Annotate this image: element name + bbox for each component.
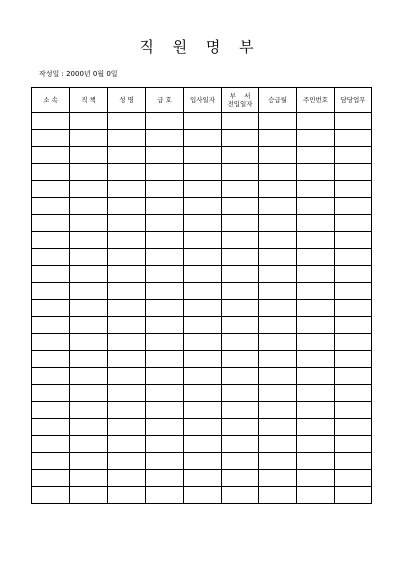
empty-cell[interactable] (184, 266, 222, 283)
table-row (32, 334, 372, 351)
empty-cell[interactable] (70, 436, 108, 453)
empty-cell[interactable] (184, 215, 222, 232)
empty-cell[interactable] (146, 300, 184, 317)
empty-cell[interactable] (222, 351, 259, 368)
column-header-promotion-month: 승급월 (259, 88, 297, 113)
empty-cell[interactable] (259, 113, 297, 130)
empty-cell[interactable] (32, 453, 70, 470)
table-row (32, 130, 372, 147)
column-header-name: 성 명 (108, 88, 146, 113)
empty-cell[interactable] (297, 402, 335, 419)
empty-cell[interactable] (146, 334, 184, 351)
empty-cell[interactable] (70, 453, 108, 470)
empty-cell[interactable] (108, 317, 146, 334)
empty-cell[interactable] (184, 470, 222, 487)
empty-cell[interactable] (222, 317, 259, 334)
empty-cell[interactable] (335, 385, 372, 402)
empty-cell[interactable] (222, 198, 259, 215)
empty-cell[interactable] (184, 453, 222, 470)
empty-cell[interactable] (222, 470, 259, 487)
empty-cell[interactable] (297, 113, 335, 130)
empty-cell[interactable] (70, 402, 108, 419)
empty-cell[interactable] (146, 164, 184, 181)
empty-cell[interactable] (259, 130, 297, 147)
empty-cell[interactable] (108, 402, 146, 419)
empty-cell[interactable] (335, 113, 372, 130)
empty-cell[interactable] (335, 198, 372, 215)
empty-cell[interactable] (70, 300, 108, 317)
empty-cell[interactable] (32, 283, 70, 300)
empty-cell[interactable] (259, 317, 297, 334)
empty-cell[interactable] (146, 453, 184, 470)
empty-cell[interactable] (297, 436, 335, 453)
empty-cell[interactable] (108, 385, 146, 402)
empty-cell[interactable] (70, 147, 108, 164)
empty-cell[interactable] (259, 215, 297, 232)
empty-cell[interactable] (146, 283, 184, 300)
empty-cell[interactable] (222, 232, 259, 249)
empty-cell[interactable] (32, 198, 70, 215)
empty-cell[interactable] (222, 130, 259, 147)
empty-cell[interactable] (146, 436, 184, 453)
empty-cell[interactable] (335, 283, 372, 300)
empty-cell[interactable] (70, 283, 108, 300)
empty-cell[interactable] (222, 436, 259, 453)
empty-cell[interactable] (70, 351, 108, 368)
table-row (32, 249, 372, 266)
empty-cell[interactable] (146, 232, 184, 249)
empty-cell[interactable] (297, 487, 335, 504)
empty-cell[interactable] (32, 487, 70, 504)
empty-cell[interactable] (297, 334, 335, 351)
empty-cell[interactable] (297, 351, 335, 368)
empty-cell[interactable] (335, 232, 372, 249)
empty-cell[interactable] (184, 164, 222, 181)
empty-cell[interactable] (184, 436, 222, 453)
empty-cell[interactable] (335, 300, 372, 317)
table-row (32, 147, 372, 164)
empty-cell[interactable] (32, 249, 70, 266)
empty-cell[interactable] (146, 147, 184, 164)
empty-cell[interactable] (222, 368, 259, 385)
empty-cell[interactable] (297, 317, 335, 334)
empty-cell[interactable] (70, 249, 108, 266)
empty-cell[interactable] (146, 419, 184, 436)
empty-cell[interactable] (259, 164, 297, 181)
empty-cell[interactable] (335, 334, 372, 351)
empty-cell[interactable] (32, 164, 70, 181)
empty-cell[interactable] (259, 334, 297, 351)
empty-cell[interactable] (259, 300, 297, 317)
table-row (32, 283, 372, 300)
empty-cell[interactable] (108, 164, 146, 181)
empty-cell[interactable] (184, 249, 222, 266)
empty-cell[interactable] (259, 385, 297, 402)
column-header-duties: 담당업무 (335, 88, 372, 113)
empty-cell[interactable] (335, 368, 372, 385)
empty-cell[interactable] (297, 198, 335, 215)
table-row (32, 215, 372, 232)
empty-cell[interactable] (297, 385, 335, 402)
column-header-position: 직 책 (70, 88, 108, 113)
empty-cell[interactable] (32, 419, 70, 436)
empty-cell[interactable] (108, 419, 146, 436)
empty-cell[interactable] (70, 487, 108, 504)
empty-cell[interactable] (297, 419, 335, 436)
empty-cell[interactable] (297, 164, 335, 181)
empty-cell[interactable] (335, 402, 372, 419)
empty-cell[interactable] (297, 181, 335, 198)
empty-cell[interactable] (297, 130, 335, 147)
creation-date: 작성일 : 2000년 0월 0일 (39, 70, 118, 78)
empty-cell[interactable] (297, 453, 335, 470)
empty-cell[interactable] (108, 198, 146, 215)
empty-cell[interactable] (335, 164, 372, 181)
empty-cell[interactable] (259, 470, 297, 487)
empty-cell[interactable] (32, 147, 70, 164)
table-row (32, 300, 372, 317)
empty-cell[interactable] (70, 215, 108, 232)
column-header-hire-date: 입사일자 (184, 88, 222, 113)
empty-cell[interactable] (222, 113, 259, 130)
empty-cell[interactable] (297, 283, 335, 300)
empty-cell[interactable] (259, 249, 297, 266)
table-row (32, 368, 372, 385)
empty-cell[interactable] (108, 215, 146, 232)
empty-cell[interactable] (222, 419, 259, 436)
empty-cell[interactable] (222, 402, 259, 419)
empty-cell[interactable] (108, 436, 146, 453)
empty-cell[interactable] (70, 181, 108, 198)
empty-cell[interactable] (184, 402, 222, 419)
empty-cell[interactable] (32, 215, 70, 232)
empty-cell[interactable] (32, 113, 70, 130)
empty-cell[interactable] (259, 436, 297, 453)
empty-cell[interactable] (335, 487, 372, 504)
empty-cell[interactable] (146, 402, 184, 419)
empty-cell[interactable] (146, 198, 184, 215)
empty-cell[interactable] (146, 470, 184, 487)
empty-cell[interactable] (146, 266, 184, 283)
empty-cell[interactable] (32, 181, 70, 198)
empty-cell[interactable] (297, 147, 335, 164)
empty-cell[interactable] (184, 487, 222, 504)
empty-cell[interactable] (32, 436, 70, 453)
empty-cell[interactable] (70, 334, 108, 351)
empty-cell[interactable] (184, 385, 222, 402)
empty-cell[interactable] (222, 215, 259, 232)
empty-cell[interactable] (222, 147, 259, 164)
empty-cell[interactable] (259, 368, 297, 385)
empty-cell[interactable] (32, 470, 70, 487)
empty-cell[interactable] (184, 419, 222, 436)
empty-cell[interactable] (108, 266, 146, 283)
empty-cell[interactable] (108, 113, 146, 130)
table-row (32, 113, 372, 130)
empty-cell[interactable] (222, 249, 259, 266)
table-row (32, 453, 372, 470)
table-row (32, 419, 372, 436)
empty-cell[interactable] (222, 385, 259, 402)
empty-cell[interactable] (184, 283, 222, 300)
empty-cell[interactable] (108, 181, 146, 198)
table-row (32, 317, 372, 334)
empty-cell[interactable] (108, 351, 146, 368)
table-row (32, 266, 372, 283)
empty-cell[interactable] (184, 351, 222, 368)
table-row (32, 402, 372, 419)
empty-cell[interactable] (297, 215, 335, 232)
document-title: 직 원 명 부 (139, 38, 261, 56)
empty-cell[interactable] (335, 266, 372, 283)
empty-cell[interactable] (222, 283, 259, 300)
empty-cell[interactable] (184, 232, 222, 249)
table-row (32, 164, 372, 181)
empty-cell[interactable] (297, 232, 335, 249)
empty-cell[interactable] (70, 419, 108, 436)
column-header-dept-transfer-date: 부 서 전입일자 (222, 88, 259, 113)
empty-cell[interactable] (108, 249, 146, 266)
empty-cell[interactable] (184, 198, 222, 215)
empty-cell[interactable] (108, 147, 146, 164)
empty-cell[interactable] (146, 215, 184, 232)
empty-cell[interactable] (335, 215, 372, 232)
empty-cell[interactable] (297, 470, 335, 487)
empty-cell[interactable] (32, 130, 70, 147)
empty-cell[interactable] (222, 487, 259, 504)
empty-cell[interactable] (108, 470, 146, 487)
empty-cell[interactable] (184, 147, 222, 164)
empty-cell[interactable] (108, 334, 146, 351)
header-row (32, 88, 372, 113)
empty-cell[interactable] (259, 232, 297, 249)
empty-cell[interactable] (32, 300, 70, 317)
table-row (32, 181, 372, 198)
empty-cell[interactable] (32, 385, 70, 402)
empty-cell[interactable] (108, 368, 146, 385)
empty-cell[interactable] (259, 419, 297, 436)
table-row (32, 470, 372, 487)
empty-cell[interactable] (335, 317, 372, 334)
empty-cell[interactable] (184, 368, 222, 385)
table-row (32, 351, 372, 368)
column-header-grade: 급 호 (146, 88, 184, 113)
empty-cell[interactable] (108, 232, 146, 249)
empty-cell[interactable] (335, 453, 372, 470)
empty-cell[interactable] (184, 181, 222, 198)
empty-cell[interactable] (70, 130, 108, 147)
empty-cell[interactable] (335, 419, 372, 436)
empty-cell[interactable] (70, 317, 108, 334)
empty-cell[interactable] (297, 249, 335, 266)
empty-cell[interactable] (222, 453, 259, 470)
empty-cell[interactable] (259, 487, 297, 504)
empty-cell[interactable] (32, 368, 70, 385)
empty-cell[interactable] (32, 317, 70, 334)
empty-cell[interactable] (108, 130, 146, 147)
empty-cell[interactable] (146, 249, 184, 266)
empty-cell[interactable] (259, 266, 297, 283)
empty-cell[interactable] (184, 113, 222, 130)
empty-cell[interactable] (146, 130, 184, 147)
empty-cell[interactable] (108, 300, 146, 317)
empty-cell[interactable] (297, 368, 335, 385)
empty-cell[interactable] (146, 487, 184, 504)
empty-cell[interactable] (297, 300, 335, 317)
empty-cell[interactable] (259, 198, 297, 215)
empty-cell[interactable] (108, 283, 146, 300)
empty-cell[interactable] (32, 334, 70, 351)
empty-cell[interactable] (222, 334, 259, 351)
empty-cell[interactable] (70, 232, 108, 249)
empty-cell[interactable] (297, 266, 335, 283)
empty-cell[interactable] (70, 198, 108, 215)
table-row (32, 385, 372, 402)
empty-cell[interactable] (335, 470, 372, 487)
empty-cell[interactable] (335, 147, 372, 164)
column-header-resident-number: 주민번호 (297, 88, 335, 113)
empty-cell[interactable] (335, 130, 372, 147)
empty-cell[interactable] (184, 300, 222, 317)
empty-cell[interactable] (108, 453, 146, 470)
empty-cell[interactable] (70, 385, 108, 402)
empty-cell[interactable] (32, 266, 70, 283)
empty-cell[interactable] (259, 147, 297, 164)
empty-cell[interactable] (184, 130, 222, 147)
employee-roster-table (31, 87, 372, 504)
table-row (32, 436, 372, 453)
empty-cell[interactable] (70, 368, 108, 385)
empty-cell[interactable] (259, 181, 297, 198)
empty-cell[interactable] (184, 317, 222, 334)
empty-cell[interactable] (259, 402, 297, 419)
table-row (32, 232, 372, 249)
empty-cell[interactable] (259, 453, 297, 470)
empty-cell[interactable] (222, 266, 259, 283)
empty-cell[interactable] (70, 470, 108, 487)
empty-cell[interactable] (146, 351, 184, 368)
table-row (32, 487, 372, 504)
empty-cell[interactable] (70, 164, 108, 181)
empty-cell[interactable] (70, 113, 108, 130)
empty-cell[interactable] (108, 487, 146, 504)
roster-body (32, 113, 372, 504)
empty-cell[interactable] (146, 181, 184, 198)
empty-cell[interactable] (259, 283, 297, 300)
empty-cell[interactable] (335, 351, 372, 368)
empty-cell[interactable] (146, 317, 184, 334)
empty-cell[interactable] (32, 402, 70, 419)
empty-cell[interactable] (32, 351, 70, 368)
empty-cell[interactable] (70, 266, 108, 283)
table-row (32, 198, 372, 215)
empty-cell[interactable] (146, 368, 184, 385)
empty-cell[interactable] (222, 164, 259, 181)
empty-cell[interactable] (222, 181, 259, 198)
empty-cell[interactable] (259, 351, 297, 368)
column-header-department: 소 속 (32, 88, 70, 113)
empty-cell[interactable] (184, 334, 222, 351)
empty-cell[interactable] (335, 181, 372, 198)
empty-cell[interactable] (335, 249, 372, 266)
empty-cell[interactable] (146, 385, 184, 402)
empty-cell[interactable] (222, 300, 259, 317)
empty-cell[interactable] (335, 436, 372, 453)
empty-cell[interactable] (146, 113, 184, 130)
empty-cell[interactable] (32, 232, 70, 249)
